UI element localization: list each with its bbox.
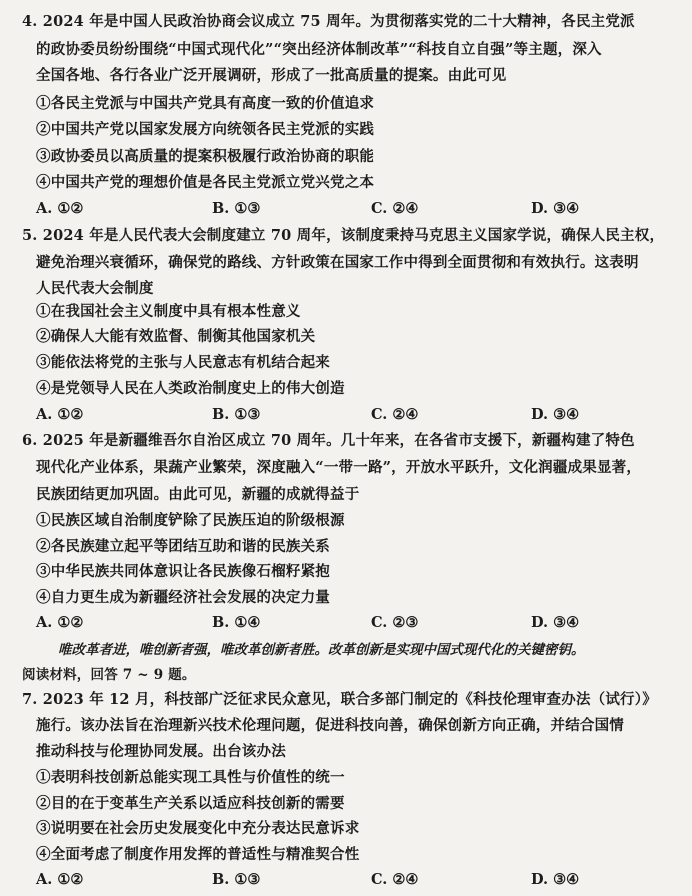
material-intro-line-2: 阅读材料，回答 7 ~ 9 题。 xyxy=(22,667,196,683)
q7-statement-4: ④全面考虑了制度作用发挥的普适性与精准契合性 xyxy=(36,846,360,863)
q6-option-c[interactable]: C. ②③ xyxy=(371,614,419,631)
material-intro-line-1: 唯改革者进，唯创新者强，唯改革创新者胜。改革创新是实现中国式现代化的关键密钥。 xyxy=(58,642,585,658)
q7-statement-3: ③说明要在社会历史发展变化中充分表达民意诉求 xyxy=(36,820,360,837)
q6-stem-line-3: 民族团结更加巩固。由此可见，新疆的成就得益于 xyxy=(36,486,360,503)
q4-statement-4: ④中国共产党的理想价值是各民主党派立党兴党之本 xyxy=(36,174,375,191)
q5-statement-1: ①在我国社会主义制度中具有根本性意义 xyxy=(36,303,301,320)
q7-option-b[interactable]: B. ①③ xyxy=(212,871,261,888)
q5-option-c[interactable]: C. ②④ xyxy=(371,406,419,423)
q4-option-d[interactable]: D. ③④ xyxy=(531,200,580,217)
q4-statement-3: ③政协委员以高质量的提案积极履行政治协商的职能 xyxy=(36,148,375,165)
q6-option-d[interactable]: D. ③④ xyxy=(531,614,580,631)
q6-statement-3: ③中华民族共同体意识让各民族像石榴籽紧抱 xyxy=(36,563,330,580)
q4-stem-line-1: 4. 2024 年是中国人民政治协商会议成立 75 周年。为贯彻落实党的二十大精神，各民主党派 xyxy=(22,13,635,30)
q6-stem-line-1: 6. 2025 年是新疆维吾尔自治区成立 70 周年。几十年来，在各省市支援下，新疆构建了特色 xyxy=(22,432,635,449)
q7-statement-1: ①表明科技创新总能实现工具性与价值性的统一 xyxy=(36,769,345,786)
q7-option-d[interactable]: D. ③④ xyxy=(531,871,580,888)
q7-stem-line-2: 施行。该办法旨在治理新兴技术伦理问题，促进科技向善，确保创新方向正确，并结合国情 xyxy=(36,717,624,734)
q5-statement-4: ④是党领导人民在人类政治制度史上的伟大创造 xyxy=(36,380,345,397)
q4-stem-line-2: 的政协委员纷纷围绕“中国式现代化”“突出经济体制改革”“科技自立自强”等主题，深入 xyxy=(36,41,602,58)
q4-statement-2: ②中国共产党以国家发展方向统领各民主党派的实践 xyxy=(36,121,375,138)
q7-statement-2: ②目的在于变革生产关系以适应科技创新的需要 xyxy=(36,795,345,812)
q6-stem-line-2: 现代化产业体系，果蔬产业繁荣，深度融入“一带一路”，开放水平跃升，文化润疆成果显著， xyxy=(36,459,642,476)
q5-statement-2: ②确保人大能有效监督、制衡其他国家机关 xyxy=(36,328,316,345)
q6-option-b[interactable]: B. ①④ xyxy=(212,614,261,631)
q5-option-d[interactable]: D. ③④ xyxy=(531,406,580,423)
q4-option-c[interactable]: C. ②④ xyxy=(371,200,419,217)
q5-statement-3: ③能依法将党的主张与人民意志有机结合起来 xyxy=(36,354,330,371)
q7-option-c[interactable]: C. ②④ xyxy=(371,871,419,888)
q6-option-a[interactable]: A. ①② xyxy=(36,614,84,631)
q5-option-a[interactable]: A. ①② xyxy=(36,406,84,423)
q5-stem-line-1: 5. 2024 年是人民代表大会制度建立 70 周年，该制度秉持马克思主义国家学说，确保人民主权， xyxy=(22,227,665,244)
q4-statement-1: ①各民主党派与中国共产党具有高度一致的价值追求 xyxy=(36,95,375,112)
q4-stem-line-3: 全国各地、各行各业广泛开展调研，形成了一批高质量的提案。由此可见 xyxy=(36,67,507,84)
q7-stem-line-3: 推动科技与伦理协同发展。出台该办法 xyxy=(36,743,286,760)
q4-option-b[interactable]: B. ①③ xyxy=(212,200,261,217)
q5-option-b[interactable]: B. ①③ xyxy=(212,406,261,423)
q6-statement-4: ④自力更生成为新疆经济社会发展的决定力量 xyxy=(36,589,330,606)
q6-statement-2: ②各民族建立起平等团结互助和谐的民族关系 xyxy=(36,538,330,555)
q4-option-a[interactable]: A. ①② xyxy=(36,200,84,217)
q6-statement-1: ①民族区域自治制度铲除了民族压迫的阶级根源 xyxy=(36,512,345,529)
q7-option-a[interactable]: A. ①② xyxy=(36,871,84,888)
q5-stem-line-2: 避免治理兴衰循环，确保党的路线、方针政策在国家工作中得到全面贯彻和有效执行。这表明 xyxy=(36,254,639,271)
q7-stem-line-1: 7. 2023 年 12 月，科技部广泛征求民众意见，联合多部门制定的《科技伦理审查办法（试行）》 xyxy=(22,691,657,708)
q5-stem-line-3: 人民代表大会制度 xyxy=(36,280,154,297)
